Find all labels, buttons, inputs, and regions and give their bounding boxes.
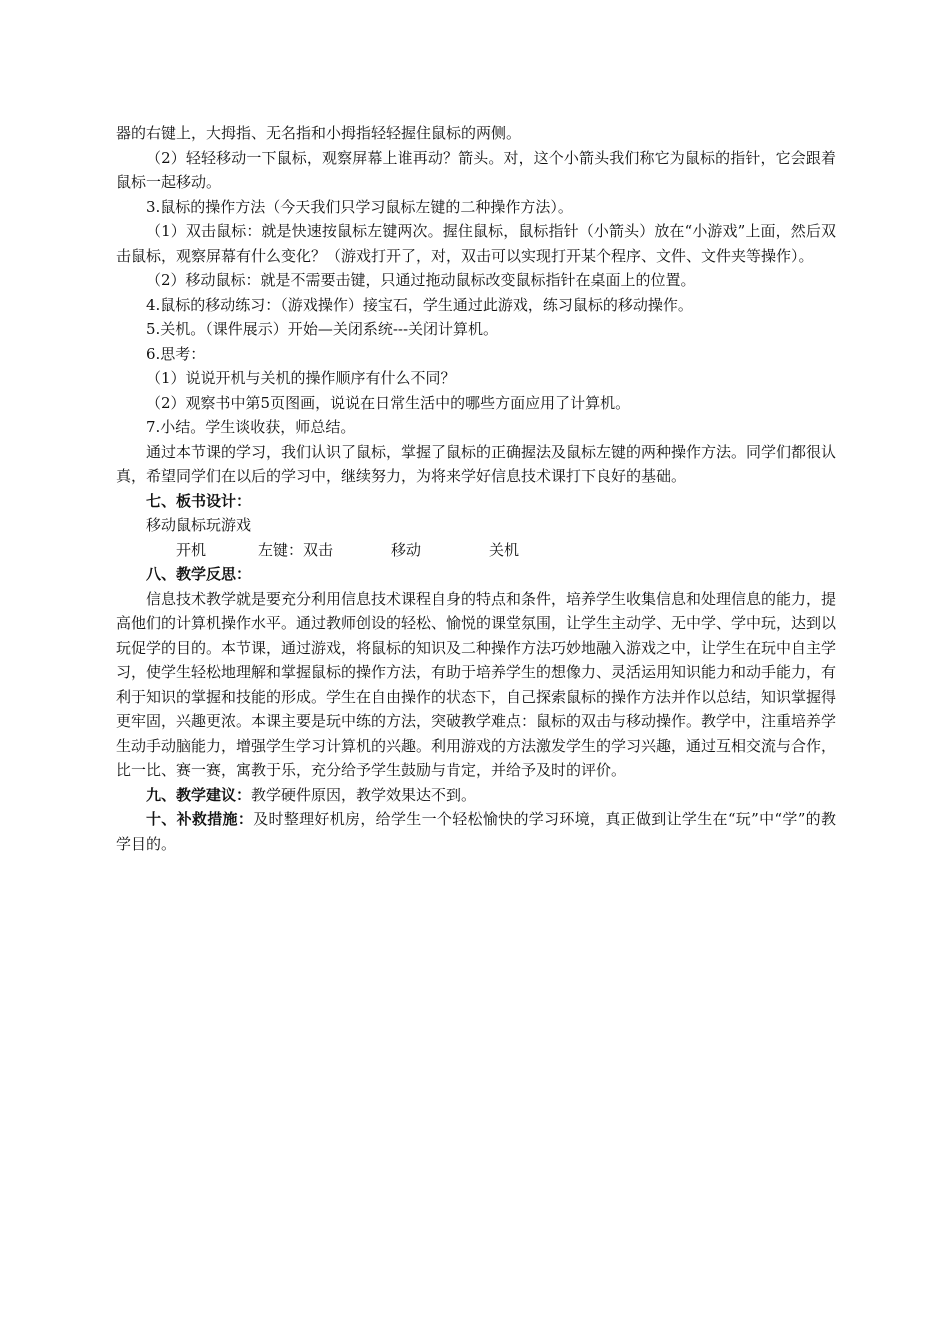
paragraph-move-mouse: （2）轻轻移动一下鼠标，观察屏幕上谁再动？箭头。对，这个小箭头我们称它为鼠标的指针，它会跟着鼠标一起移动。 bbox=[116, 148, 836, 191]
board-items bbox=[116, 538, 836, 563]
paragraph-summary: 7.小结。学生谈收获，师总结。 bbox=[146, 418, 356, 436]
paragraph-think: 6.思考： bbox=[146, 344, 206, 363]
section-9-text: 教学硬件原因，教学效果达不到。 bbox=[251, 785, 477, 804]
board-item-boot: 开机 bbox=[176, 540, 207, 559]
board-item-left-key: 左键：双击 bbox=[258, 540, 334, 559]
paragraph-double-click: （1）双击鼠标：就是快速按鼠标左键两次。握住鼠标，鼠标指针（小箭头）放在“小游戏”上面，然后双击鼠标，观察屏幕有什么变化？（游戏打开了，对，双击可以实现打开某个程序、文件、文件夹等操作）。 bbox=[116, 222, 836, 265]
document-page bbox=[116, 121, 836, 856]
section-10 bbox=[116, 807, 836, 856]
paragraph-operation-methods: 3.鼠标的操作方法（今天我们只学习鼠标左键的二种操作方法）。 bbox=[146, 197, 573, 216]
section-8-heading: 八、教学反思： bbox=[146, 565, 252, 583]
paragraph-question-1: （1）说说开机与关机的操作顺序有什么不同？ bbox=[146, 369, 456, 387]
board-item-shutdown: 关机 bbox=[489, 540, 520, 559]
paragraph-conclusion: 通过本节课的学习，我们认识了鼠标，掌握了鼠标的正确握法及鼠标左键的两种操作方法。同学们都很认真，希望同学们在以后的学习中，继续努力，为将来学好信息技术课打下良好的基础。 bbox=[116, 442, 837, 485]
section-8-text: 信息技术教学就是要充分利用信息技术课程自身的特点和条件，培养学生收集信息和处理信息的能力，提高他们的计算机操作水平。通过教师创设的轻松、愉悦的课堂氛围，让学生主动学、无中学、学中玩，达到以玩促学的目的。本节课，通过游戏，将鼠标的知识及二种操作方法巧妙地融入游戏之中，让学生在玩中自主学习，使学生轻松地理解和掌握鼠标的操作方法，有助于培养学生的想像力、灵活运用知识能力和动手能力，有利于知识的掌握和技能的形成。学生在自由操作的状态下，自己探索鼠标的操作方法并作以总结，知识掌握得更牢固，兴趣更浓。本课主要是玩中练的方法，突破教学难点：鼠标的双击与移动操作。教学中，注重培养学生动手动脑能力，增强学生学习计算机的兴趣。利用游戏的方法激发学生的学习兴趣，通过互相交流与合作，比一比、赛一赛，寓教于乐，充分给予学生鼓励与肯定，并给予及时的评价。 bbox=[116, 589, 837, 779]
paragraph-question-2: （2）观察书中第5页图画，说说在日常生活中的哪些方面应用了计算机。 bbox=[146, 393, 631, 412]
paragraph-shutdown: 5.关机。（课件展示）开始—关闭系统---关闭计算机。 bbox=[146, 320, 499, 338]
board-item-move: 移动 bbox=[391, 540, 422, 559]
section-10-heading: 十、补救措施： bbox=[146, 810, 254, 828]
board-title: 移动鼠标玩游戏 bbox=[146, 516, 252, 534]
section-10-text: 及时整理好机房，给学生一个轻松愉快的学习环境，真正做到让学生在“玩”中“学”的教学目的。 bbox=[116, 810, 836, 853]
paragraph-drag-mouse: （2）移动鼠标：就是不需要击键，只通过拖动鼠标改变鼠标指针在桌面上的位置。 bbox=[146, 271, 696, 289]
paragraph-move-practice: 4.鼠标的移动练习：（游戏操作）接宝石，学生通过此游戏，练习鼠标的移动操作。 bbox=[146, 295, 693, 314]
section-9-heading: 九、教学建议： bbox=[146, 785, 252, 804]
section-9 bbox=[116, 783, 836, 808]
paragraph-mouse-grip: 器的右键上，大拇指、无名指和小拇指轻轻握住鼠标的两侧。 bbox=[116, 124, 522, 142]
section-7-heading: 七、板书设计： bbox=[146, 491, 252, 510]
